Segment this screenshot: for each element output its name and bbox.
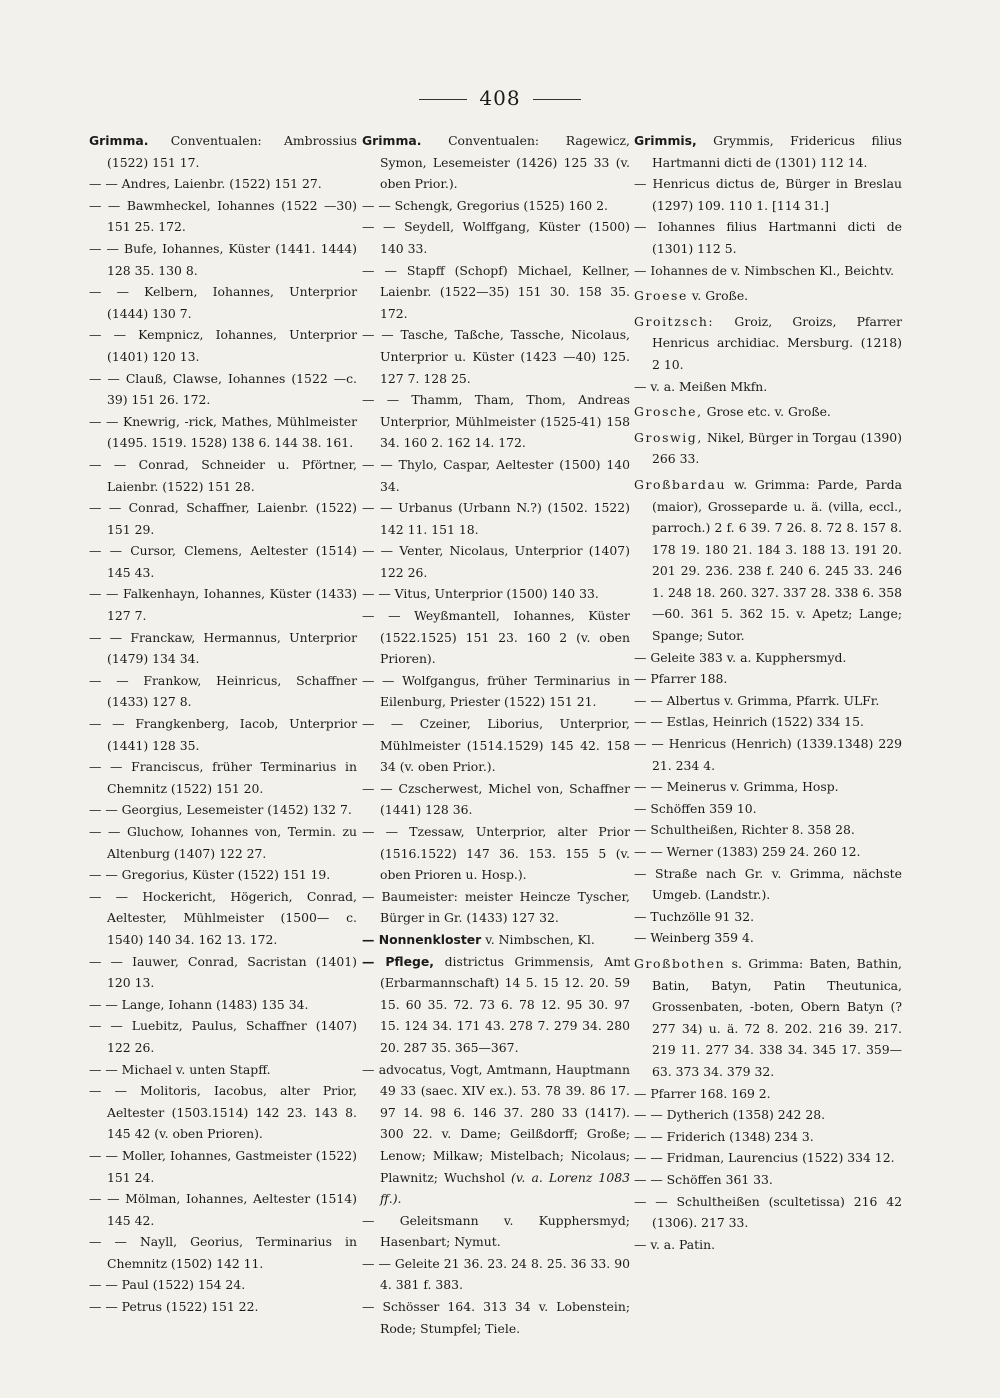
entry-text: — — Luebitz, Paulus, Schaffner (1407) 122 26. xyxy=(89,1018,357,1055)
entry-text: — Baumeister: meister Heincze Tyscher, Bürger in Gr. (1433) 127 32. xyxy=(362,888,630,926)
index-entry xyxy=(634,733,902,776)
entry-text: — — Albertus v. Grimma, Pfarrk. ULFr. xyxy=(634,692,880,708)
entry-text: — — Petrus (1522) 151 22. xyxy=(89,1299,259,1315)
index-entry xyxy=(89,1145,357,1188)
entry-text: — — Bawmheckel, Iohannes (1522 —30) 151 25. 172. xyxy=(89,197,357,235)
index-entry xyxy=(634,1191,902,1234)
index-entry xyxy=(89,627,357,670)
index-entry xyxy=(89,713,357,756)
index-entry xyxy=(362,1210,630,1253)
index-entry xyxy=(89,1188,357,1231)
entry-text: — Geleitsmann v. Kupphersmyd; Hasenbart; Nymut. xyxy=(362,1212,630,1250)
index-entry xyxy=(362,583,630,605)
index-entry xyxy=(89,1274,357,1296)
entry-text: w. Grimma: Parde, Parda (maior), Grosseparde u. ä. (villa, eccl., parroch.) 2 f. 6 39. 7 26. 8. 72 8. 157 8. 178 19. 180 21. 184 3. 188 13. 191 20. 201 29. 236. 238 f. 240 6. 245 33. 246 1. 248 18. 260. 327. 337 28. 338 6. 358—60. 361 5. 362 15. v. Apetz; Lange; Spange; Sutor. xyxy=(652,476,902,644)
entry-reference: (v. a. Lorenz 1083 ff.). xyxy=(380,1169,630,1207)
entry-text: — — Cursor, Clemens, Aeltester (1514) 145 43. xyxy=(89,543,357,580)
index-entry xyxy=(362,1059,630,1210)
entry-text: — — Meinerus v. Grimma, Hosp. xyxy=(634,779,839,795)
entry-text: Groiz, Groizs, Pfarrer Henricus archidiac. Mersburg. (1218) 2 10. xyxy=(652,313,902,372)
index-entry xyxy=(362,130,630,195)
index-entry xyxy=(362,605,630,670)
index-entry xyxy=(634,927,902,949)
index-entry xyxy=(634,474,902,647)
entry-text: — Iohannes de v. Nimbschen Kl., Beichtv. xyxy=(634,262,895,278)
index-entry xyxy=(362,951,630,1059)
index-entry xyxy=(634,711,902,733)
entry-place-name: Grosche, xyxy=(634,404,703,420)
index-entry xyxy=(634,1147,902,1169)
entry-text: Grymmis, Fridericus filius Hartmanni dicti de (1301) 112 14. xyxy=(652,133,902,170)
entry-text: Grose etc. v. Große. xyxy=(706,404,831,420)
entry-text: — advocatus, Vogt, Amtmann, Hauptmann 49 33 (saec. XIV ex.). 53. 78 39. 86 17. 97 14. 98 6. 146 37. 280 33 (1417). 300 22. v. Dame; Geilßdorff; Große; Lenow; Milkaw; Mistelbach; Nicolaus; Plawnitz; Wuchshol xyxy=(362,1061,630,1185)
entry-place-name: Großbothen xyxy=(634,955,726,971)
index-entry xyxy=(362,260,630,325)
entry-text: — — Thamm, Tham, Thom, Andreas Unterprior, Mühlmeister (1525-41) 158 34. 160 2. 162 14. 172. xyxy=(362,392,630,451)
entry-text: Nikel, Bürger in Torgau (1390) 266 33. xyxy=(652,429,902,467)
entry-text: — — Gluchow, Iohannes von, Termin. zu Altenburg (1407) 122 27. xyxy=(89,824,357,861)
entry-headword: Grimma. xyxy=(362,133,422,148)
index-entry xyxy=(89,1231,357,1274)
index-entry xyxy=(89,670,357,713)
index-entry xyxy=(634,260,902,282)
entry-text: — — Andres, Laienbr. (1522) 151 27. xyxy=(89,176,322,192)
index-entry xyxy=(634,647,902,669)
entry-text: — Pfarrer 168. 169 2. xyxy=(634,1085,771,1101)
entry-text: Conventualen: Ragewicz, Symon, Lesemeister (1426) 125 33 (v. oben Prior.). xyxy=(380,133,630,192)
index-entry xyxy=(634,401,902,423)
index-entry xyxy=(634,863,902,906)
entry-text: — — Werner (1383) 259 24. 260 12. xyxy=(634,844,861,859)
index-entry xyxy=(634,376,902,398)
entry-text: s. Grimma: Baten, Bathin, Batin, Batyn, Patin Theutunica, Grossenbaten, -boten, Obern Batyn (? 277 34) u. ä. 72 8. 202. 216 39. 217. 219 11. 277 34. 338 34. 345 17. 359—63. 373 34. 379 32. xyxy=(652,955,902,1079)
index-column-3 xyxy=(634,130,902,1255)
entry-text: — — Michael v. unten Stapff. xyxy=(89,1061,271,1077)
index-entry xyxy=(89,583,357,626)
entry-text: — — Weyßmantell, Iohannes, Küster (1522.1525) 151 23. 160 2 (v. oben Prioren). xyxy=(362,608,630,667)
entry-text: — — Paul (1522) 154 24. xyxy=(89,1277,246,1293)
entry-text: — — Mölman, Iohannes, Aeltester (1514) 145 42. xyxy=(89,1191,357,1228)
index-entry xyxy=(634,798,902,820)
index-entry xyxy=(89,497,357,540)
entry-text: — Iohannes filius Hartmanni dicti de (1301) 112 5. xyxy=(634,219,902,256)
entry-text: — Tuchzölle 91 32. xyxy=(634,908,755,924)
index-entry xyxy=(634,953,902,1083)
entry-text: — — Venter, Nicolaus, Unterprior (1407) 122 26. xyxy=(362,543,630,580)
entry-text: — v. a. Meißen Mkfn. xyxy=(634,378,768,394)
entry-text: — — Stapff (Schopf) Michael, Kellner, Laienbr. (1522—35) 151 30. 158 35. 172. xyxy=(362,262,630,321)
index-entry xyxy=(89,864,357,886)
entry-text: — — Frankow, Heinricus, Schaffner (1433) 127 8. xyxy=(89,672,357,710)
index-entry xyxy=(362,1296,630,1339)
index-entry xyxy=(89,1015,357,1058)
entry-text: — Weinberg 359 4. xyxy=(634,930,754,946)
index-entry xyxy=(634,427,902,470)
index-entry xyxy=(634,906,902,928)
entry-text: — — Fridman, Laurencius (1522) 334 12. xyxy=(634,1150,895,1166)
entry-text: — — Falkenhayn, Iohannes, Küster (1433) 127 7. xyxy=(89,586,357,624)
entry-text: — — Clauß, Clawse, Iohannes (1522 —c. 39) 151 26. 172. xyxy=(89,370,357,408)
index-column-2 xyxy=(362,130,630,1339)
index-entry xyxy=(362,389,630,454)
index-entry xyxy=(634,216,902,259)
entry-headword: — Pflege, xyxy=(362,953,434,969)
entry-text: — Pfarrer 188. xyxy=(634,671,728,687)
index-entry xyxy=(89,173,357,195)
index-entry xyxy=(634,1169,902,1191)
entry-text: — — Friderich (1348) 234 3. xyxy=(634,1128,814,1144)
entry-text: — — Schöffen 361 33. xyxy=(634,1171,773,1187)
entry-text: — — Thylo, Caspar, Aeltester (1500) 140 34. xyxy=(362,456,630,494)
entry-text: — — Tzessaw, Unterprior, alter Prior (1516.1522) 147 36. 153. 155 5 (v. oben Prioren u. Hosp.). xyxy=(362,824,630,883)
index-entry xyxy=(362,195,630,217)
entry-text: — — Conrad, Schaffner, Laienbr. (1522) 151 29. xyxy=(89,500,357,537)
entry-text: — — Lange, Iohann (1483) 135 34. xyxy=(89,996,309,1012)
entry-place-name: Groese xyxy=(634,288,688,304)
index-entry xyxy=(362,324,630,389)
index-entry xyxy=(634,776,902,798)
entry-text: — Schöffen 359 10. xyxy=(634,800,757,816)
entry-text: — Geleite 383 v. a. Kupphersmyd. xyxy=(634,649,847,665)
entry-text: — — Tasche, Taßche, Tassche, Nicolaus, Unterprior u. Küster (1423 —40) 125. 127 7. 128 25. xyxy=(362,327,630,386)
entry-text: — — Hockericht, Högerich, Conrad, Aeltester, Mühlmeister (1500— c. 1540) 140 34. 162 13. 172. xyxy=(89,888,357,947)
index-entry xyxy=(89,799,357,821)
index-entry xyxy=(634,841,902,863)
index-entry xyxy=(89,886,357,951)
entry-text: — — Frangkenberg, Iacob, Unterprior (1441) 128 35. xyxy=(89,716,357,753)
entry-text: — — Dytherich (1358) 242 28. xyxy=(634,1107,826,1123)
entry-text: — — Georgius, Lesemeister (1452) 132 7. xyxy=(89,802,352,818)
left-rule xyxy=(419,99,467,100)
index-entry xyxy=(634,1234,902,1256)
index-entry xyxy=(89,454,357,497)
entry-text: — Straße nach Gr. v. Grimma, nächste Umgeb. (Landstr.). xyxy=(634,865,902,903)
index-entry xyxy=(634,1126,902,1148)
index-entry xyxy=(634,311,902,376)
entry-text: — — Knewrig, -rick, Mathes, Mühlmeister (1495. 1519. 1528) 138 6. 144 38. 161. xyxy=(89,413,357,451)
entry-text: — Schultheißen, Richter 8. 358 28. xyxy=(634,822,855,838)
entry-text: — — Nayll, Georius, Terminarius in Chemnitz (1502) 142 11. xyxy=(89,1234,357,1271)
entry-text: — — Urbanus (Urbann N.?) (1502. 1522) 142 11. 151 18. xyxy=(362,500,630,537)
index-entry xyxy=(89,1296,357,1318)
entry-text: — Henricus dictus de, Bürger in Breslau (1297) 109. 110 1. [114 31.] xyxy=(634,176,902,213)
entry-text: — — Seydell, Wolffgang, Küster (1500) 140 33. xyxy=(362,219,630,256)
entry-place-name: Großbardau xyxy=(634,476,727,492)
index-entry xyxy=(362,540,630,583)
index-entry xyxy=(362,886,630,929)
entry-place-name: Groitzsch: xyxy=(634,313,715,329)
entry-text: — — Molitoris, Iacobus, alter Prior, Aeltester (1503.1514) 142 23. 143 8. 145 42 (v. oben Prioren). xyxy=(89,1083,357,1142)
index-column-1 xyxy=(89,130,357,1318)
entry-place-name: Groswig, xyxy=(634,429,703,445)
entry-text: — — Conrad, Schneider u. Pförtner, Laienbr. (1522) 151 28. xyxy=(89,456,357,494)
page-number xyxy=(0,86,1000,110)
entry-text: — — Kelbern, Iohannes, Unterprior (1444) 130 7. xyxy=(89,284,357,321)
index-entry xyxy=(89,324,357,367)
entry-text: Conventualen: Ambrossius (1522) 151 17. xyxy=(107,133,357,170)
index-entry xyxy=(89,281,357,324)
entry-headword: — Nonnenkloster xyxy=(362,931,482,947)
index-entry xyxy=(89,1080,357,1145)
index-entry xyxy=(89,1059,357,1081)
entry-text: v. Nimbschen, Kl. xyxy=(485,931,595,947)
index-entry xyxy=(634,1083,902,1105)
index-entry xyxy=(362,670,630,713)
entry-text: — — Iauwer, Conrad, Sacristan (1401) 120 13. xyxy=(89,953,357,991)
entry-text: — — Schultheißen (scultetissa) 216 42 (1306). 217 33. xyxy=(634,1193,902,1231)
entry-text: districtus Grimmensis, Amt (Erbarmannschaft) 14 5. 15 12. 20. 59 15. 60 35. 72. 73 6. 78 12. 95 30. 97 15. 124 34. 171 43. 278 7. 279 34. 280 20. 287 35. 365—367. xyxy=(380,953,630,1055)
index-entry xyxy=(89,411,357,454)
index-entry xyxy=(362,821,630,886)
index-entry xyxy=(362,778,630,821)
index-entry xyxy=(362,454,630,497)
index-entry xyxy=(362,929,630,951)
index-entry xyxy=(89,756,357,799)
index-entry xyxy=(89,821,357,864)
index-entry xyxy=(89,994,357,1016)
entry-text: — — Bufe, Iohannes, Küster (1441. 1444) 128 35. 130 8. xyxy=(89,240,357,278)
entry-text: — — Czscherwest, Michel von, Schaffner (1441) 128 36. xyxy=(362,780,630,818)
entry-text: — — Henricus (Henrich) (1339.1348) 229 21. 234 4. xyxy=(634,736,902,773)
entry-text: v. Große. xyxy=(691,288,749,304)
entry-text: — — Franciscus, früher Terminarius in Chemnitz (1522) 151 20. xyxy=(89,759,357,796)
entry-text: — — Wolfgangus, früher Terminarius in Eilenburg, Priester (1522) 151 21. xyxy=(362,672,630,710)
index-entry xyxy=(634,1104,902,1126)
right-rule xyxy=(533,99,581,100)
index-entry xyxy=(362,216,630,259)
index-entry xyxy=(362,1253,630,1296)
index-entry xyxy=(89,540,357,583)
entry-text: — — Gregorius, Küster (1522) 151 19. xyxy=(89,867,331,883)
entry-headword: Grimma. xyxy=(89,133,149,148)
entry-text: — — Franckaw, Hermannus, Unterprior (1479) 134 34. xyxy=(89,629,357,667)
index-entry xyxy=(634,173,902,216)
entry-text: — — Geleite 21 36. 23. 24 8. 25. 36 33. 90 4. 381 f. 383. xyxy=(362,1255,630,1293)
index-entry xyxy=(634,668,902,690)
entry-text: — — Kempnicz, Iohannes, Unterprior (1401) 120 13. xyxy=(89,327,357,364)
entry-text: — — Estlas, Heinrich (1522) 334 15. xyxy=(634,714,864,730)
index-entry xyxy=(89,368,357,411)
index-entry xyxy=(362,497,630,540)
index-entry xyxy=(634,130,902,173)
index-entry xyxy=(634,819,902,841)
index-entry xyxy=(89,238,357,281)
index-entry xyxy=(362,713,630,778)
entry-text: — — Vitus, Unterprior (1500) 140 33. xyxy=(362,586,599,602)
index-entry xyxy=(89,195,357,238)
index-entry xyxy=(89,130,357,173)
entry-text: — — Schengk, Gregorius (1525) 160 2. xyxy=(362,197,608,213)
entry-text: — v. a. Patin. xyxy=(634,1236,716,1252)
entry-text: — — Czeiner, Liborius, Unterprior, Mühlmeister (1514.1529) 145 42. 158 34 (v. oben Prior.). xyxy=(362,716,630,775)
entry-text: — — Moller, Iohannes, Gastmeister (1522) 151 24. xyxy=(89,1147,357,1185)
index-entry xyxy=(634,285,902,307)
page-number-text: 408 xyxy=(479,86,521,110)
index-entry xyxy=(634,690,902,712)
entry-headword: Grimmis, xyxy=(634,133,697,148)
index-entry xyxy=(89,951,357,994)
entry-text: — Schösser 164. 313 34 v. Lobenstein; Rode; Stumpfel; Tiele. xyxy=(362,1299,630,1336)
